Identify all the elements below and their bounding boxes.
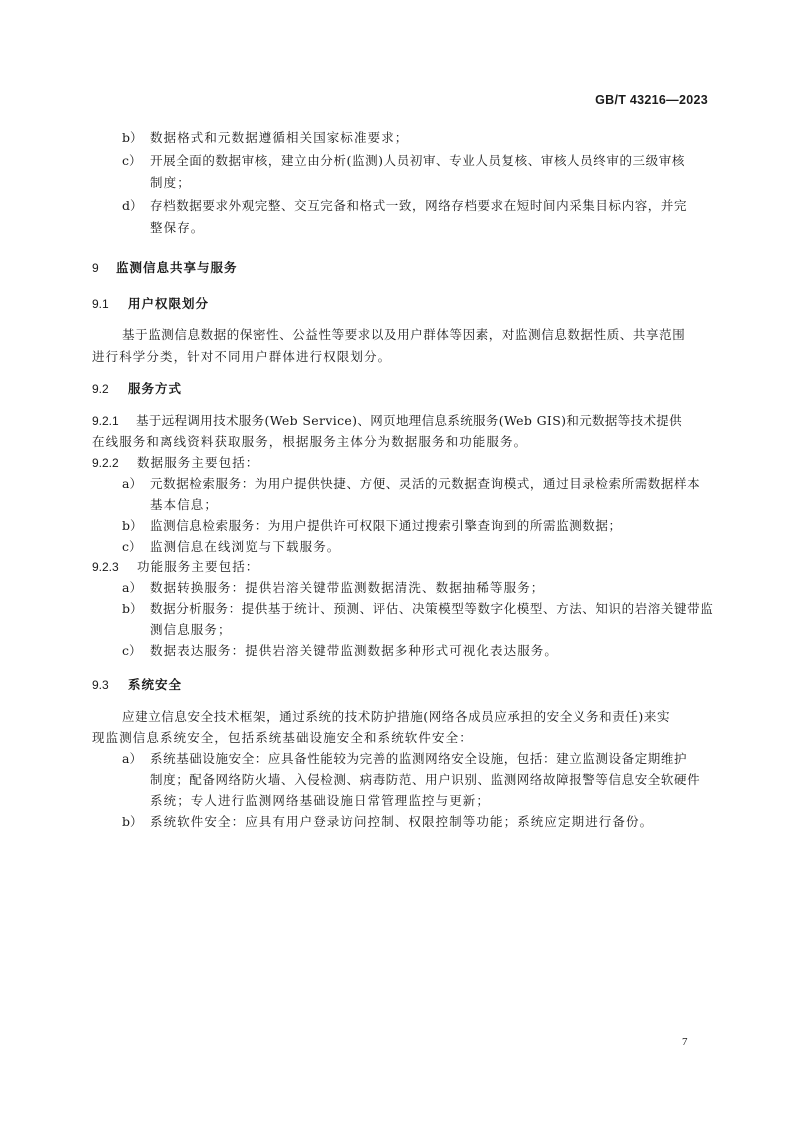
paragraph-line: 现监测信息系统安全，包括系统基础设施安全和系统软件安全： (92, 730, 473, 745)
list-line: 系统基础设施安全：应具备性能较为完善的监测网络安全设施，包括：建立监测设备定期维护 (150, 751, 688, 766)
section-number: 9.2.1 (92, 414, 119, 428)
section-title: 监测信息共享与服务 (116, 260, 238, 275)
list-line: 系统软件安全：应具有用户登录访问控制、权限控制等功能；系统应定期进行备份。 (150, 814, 654, 829)
list-line: 测信息服务； (150, 622, 232, 637)
section-title: 服务方式 (128, 381, 183, 396)
list-line: 整保存。 (150, 220, 205, 235)
list-label: d） (122, 198, 143, 213)
list-label: c） (122, 153, 142, 168)
list-line: 开展全面的数据审核，建立由分析(监测)人员初审、专业人员复核、审核人员终审的三级审核 (150, 153, 685, 168)
paragraph-line: 基于远程调用技术服务(Web Service)、网页地理信息系统服务(Web GIS)和元数据等技术提供 (136, 413, 682, 428)
list-line: 基本信息； (150, 497, 219, 512)
list-label: a） (122, 751, 142, 766)
section-number: 9.2.3 (92, 560, 119, 574)
list-label: c） (122, 539, 142, 554)
paragraph-line: 进行科学分类，针对不同用户群体进行权限划分。 (92, 349, 392, 364)
paragraph-line: 基于监测信息数据的保密性、公益性等要求以及用户群体等因素，对监测信息数据性质、共享范围 (122, 327, 686, 342)
paragraph-line: 数据服务主要包括： (137, 455, 260, 470)
section-title: 系统安全 (128, 677, 183, 692)
paragraph-line: 功能服务主要包括： (137, 559, 260, 574)
list-label: b） (122, 518, 143, 533)
list-label: a） (122, 580, 142, 595)
list-line: 监测信息检索服务：为用户提供许可权限下通过搜索引擎查询到的所需监测数据； (150, 518, 622, 533)
list-line: 数据表达服务：提供岩溶关键带监测数据多种形式可视化表达服务。 (150, 643, 559, 658)
list-line: 数据格式和元数据遵循相关国家标准要求； (150, 130, 409, 145)
list-line: 监测信息在线浏览与下载服务。 (150, 539, 341, 554)
section-title: 用户权限划分 (128, 296, 210, 311)
standard-code: GB/T 43216—2023 (595, 93, 708, 107)
page-number: 7 (682, 1036, 688, 1048)
list-label: a） (122, 476, 142, 491)
list-label: b） (122, 130, 143, 145)
list-line: 数据分析服务：提供基于统计、预测、评估、决策模型等数字化模型、方法、知识的岩溶关键带监 (150, 601, 714, 616)
list-line: 制度； (150, 175, 191, 190)
list-label: b） (122, 814, 143, 829)
list-label: c） (122, 643, 142, 658)
paragraph-line: 应建立信息安全技术框架，通过系统的技术防护措施(网络各成员应承担的安全义务和责任)来实 (122, 709, 671, 724)
list-line: 存档数据要求外观完整、交互完备和格式一致，网络存档要求在短时间内采集目标内容，并完 (150, 198, 688, 213)
section-number: 9.2.2 (92, 456, 119, 470)
section-number: 9.2 (92, 382, 109, 396)
list-line: 系统；专人进行监测网络基础设施日常管理监控与更新； (150, 793, 491, 808)
paragraph-line: 在线服务和离线资料获取服务，根据服务主体分为数据服务和功能服务。 (92, 434, 528, 449)
list-line: 制度；配备网络防火墙、入侵检测、病毒防范、用户识别、监测网络故障报警等信息安全软硬件 (150, 772, 701, 787)
section-number: 9 (92, 261, 99, 275)
list-line: 元数据检索服务：为用户提供快捷、方便、灵活的元数据查询模式，通过目录检索所需数据样本 (150, 476, 701, 491)
list-label: b） (122, 601, 143, 616)
list-line: 数据转换服务：提供岩溶关键带监测数据清洗、数据抽稀等服务； (150, 580, 545, 595)
section-number: 9.1 (92, 297, 109, 311)
section-number: 9.3 (92, 678, 109, 692)
